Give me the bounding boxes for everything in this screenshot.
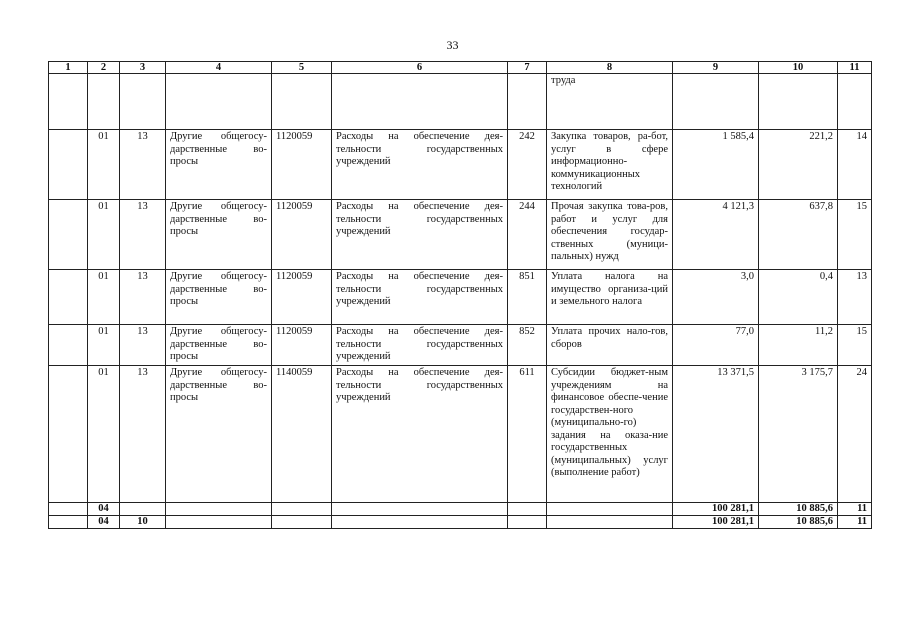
cell-subsection: 13 [120,325,166,366]
cell-expense-type-name: Прочая закупка това-ров, работ и услуг для обеспечения государ-ственных (муници-пальных) нужд [547,200,673,270]
cell-percent: 11 [838,516,872,529]
cell-percent: 13 [838,270,872,325]
cell-target-code [272,516,332,529]
cell-target-name: Расходы на обеспечение дея-тельности государственных учреждений [332,130,508,200]
cell-subsection-name [166,74,272,130]
total-row [49,503,872,516]
cell-subsection-name: Другие общегосу-дарственные во-просы [166,200,272,270]
cell-target-code [272,74,332,130]
cell-subsection: 13 [120,130,166,200]
cell-col1 [49,366,88,503]
cell-expense-type-name: труда [547,74,673,130]
cell-percent: 15 [838,325,872,366]
cell-expense-type-name: Субсидии бюджет-ным учреждениям на финансовое обеспе-чение государствен-ного (муниципально-го) задания на оказа-ние государственных (муниципальных) услуг (выполнение работ) [547,366,673,503]
cell-target-name: Расходы на обеспечение дея-тельности государственных учреждений [332,270,508,325]
header-cell: 1 [49,62,88,74]
cell-col1 [49,503,88,516]
cell-target-name [332,516,508,529]
cell-subsection-name: Другие общегосу-дарственные во-просы [166,366,272,503]
cell-percent: 14 [838,130,872,200]
header-cell: 6 [332,62,508,74]
cell-subsection-name [166,516,272,529]
cell-expense-type: 611 [508,366,547,503]
cell-target-code: 1120059 [272,270,332,325]
cell-expense-type: 244 [508,200,547,270]
table-row [49,130,872,200]
table-row [49,366,872,503]
cell-plan: 77,0 [673,325,759,366]
cell-section [88,74,120,130]
cell-col1 [49,270,88,325]
cell-subsection-name: Другие общегосу-дарственные во-просы [166,130,272,200]
cell-section: 01 [88,270,120,325]
cell-target-code: 1120059 [272,325,332,366]
cell-plan [673,74,759,130]
cell-section: 01 [88,366,120,503]
cell-actual: 10 885,6 [759,516,838,529]
cell-target-code [272,503,332,516]
cell-plan: 100 281,1 [673,516,759,529]
header-cell: 8 [547,62,673,74]
cell-target-name: Расходы на обеспечение дея-тельности государственных учреждений [332,325,508,366]
cell-expense-type-name: Уплата налога на имущество организа-ций и земельного налога [547,270,673,325]
header-cell: 3 [120,62,166,74]
table-row [49,270,872,325]
cell-target-code: 1140059 [272,366,332,503]
cell-col1 [49,74,88,130]
cell-actual: 11,2 [759,325,838,366]
cell-target-code: 1120059 [272,200,332,270]
cell-percent: 11 [838,503,872,516]
cell-expense-type-name: Закупка товаров, ра-бот, услуг в сфере информационно-коммуникационных технологий [547,130,673,200]
cell-expense-type [508,503,547,516]
cell-actual: 637,8 [759,200,838,270]
header-row [49,62,872,74]
header-cell: 9 [673,62,759,74]
cell-plan: 13 371,5 [673,366,759,503]
cell-percent: 24 [838,366,872,503]
cell-plan: 4 121,3 [673,200,759,270]
cell-col1 [49,325,88,366]
cell-target-code: 1120059 [272,130,332,200]
cell-section: 04 [88,516,120,529]
table-row [49,325,872,366]
table-row [49,74,872,130]
cell-subsection-name [166,503,272,516]
cell-col1 [49,516,88,529]
header-cell: 11 [838,62,872,74]
header-cell: 2 [88,62,120,74]
cell-section: 01 [88,200,120,270]
header-cell: 5 [272,62,332,74]
cell-expense-type-name [547,516,673,529]
header-cell: 4 [166,62,272,74]
cell-expense-type: 852 [508,325,547,366]
cell-plan: 3,0 [673,270,759,325]
cell-plan: 1 585,4 [673,130,759,200]
cell-subsection: 13 [120,366,166,503]
cell-percent [838,74,872,130]
cell-section: 01 [88,130,120,200]
header-cell: 7 [508,62,547,74]
cell-subsection: 10 [120,516,166,529]
cell-subsection-name: Другие общегосу-дарственные во-просы [166,325,272,366]
header-cell: 10 [759,62,838,74]
cell-expense-type [508,516,547,529]
cell-expense-type: 242 [508,130,547,200]
budget-table [48,61,872,529]
cell-target-name [332,74,508,130]
cell-section: 01 [88,325,120,366]
cell-plan: 100 281,1 [673,503,759,516]
cell-target-name: Расходы на обеспечение дея-тельности государственных учреждений [332,366,508,503]
cell-subsection: 13 [120,200,166,270]
total-row [49,516,872,529]
page-number: 33 [446,38,459,52]
cell-actual [759,74,838,130]
cell-expense-type-name: Уплата прочих нало-гов, сборов [547,325,673,366]
cell-subsection [120,74,166,130]
cell-section: 04 [88,503,120,516]
cell-expense-type-name [547,503,673,516]
cell-target-name [332,503,508,516]
cell-subsection-name: Другие общегосу-дарственные во-просы [166,270,272,325]
cell-actual: 10 885,6 [759,503,838,516]
cell-expense-type [508,74,547,130]
table-row [49,200,872,270]
cell-target-name: Расходы на обеспечение дея-тельности государственных учреждений [332,200,508,270]
cell-col1 [49,130,88,200]
cell-actual: 221,2 [759,130,838,200]
cell-actual: 0,4 [759,270,838,325]
cell-percent: 15 [838,200,872,270]
cell-subsection: 13 [120,270,166,325]
cell-subsection [120,503,166,516]
cell-expense-type: 851 [508,270,547,325]
cell-col1 [49,200,88,270]
cell-actual: 3 175,7 [759,366,838,503]
